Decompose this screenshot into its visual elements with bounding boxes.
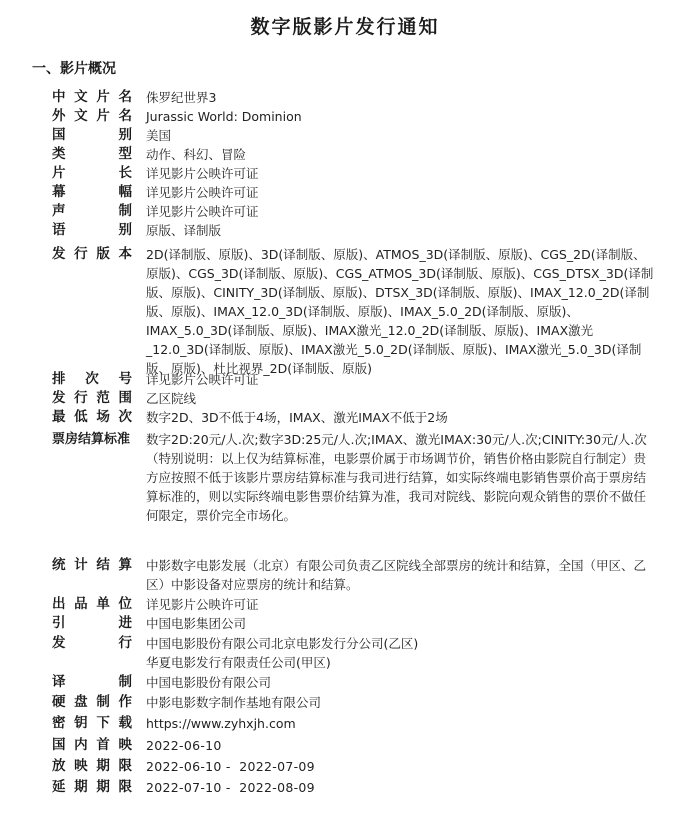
label-release-scope: 发行范围	[52, 390, 132, 406]
value-foreign-title: Jurassic World: Dominion	[146, 109, 302, 124]
value-premiere: 2022-06-10	[146, 738, 222, 753]
label-producer: 出品单位	[52, 596, 132, 612]
label-min-showings: 最低场次	[52, 409, 132, 425]
label-language: 语别	[52, 222, 132, 238]
value-language: 原版、译制版	[146, 223, 222, 238]
label-runtime: 片长	[52, 165, 132, 181]
value-dubbing: 中国电影股份有限公司	[146, 675, 272, 690]
label-statistics: 统计结算	[52, 557, 132, 573]
label-extension-period: 延期期限	[52, 779, 132, 795]
label-chinese-title: 中文片名	[52, 89, 132, 105]
value-screening-period: 2022-06-10 - 2022-07-09	[146, 759, 315, 774]
value-min-showings: 数字2D、3D不低于4场，IMAX、激光IMAX不低于2场	[146, 410, 448, 425]
label-sound: 声制	[52, 203, 132, 219]
value-chinese-title: 侏罗纪世界3	[146, 90, 217, 105]
label-distributor: 发行	[52, 635, 132, 651]
label-aspect: 幕幅	[52, 184, 132, 200]
label-key-download: 密钥下载	[52, 715, 132, 731]
value-sound: 详见影片公映许可证	[146, 204, 259, 219]
value-producer: 详见影片公映许可证	[146, 597, 259, 612]
value-country: 美国	[146, 128, 172, 143]
label-screening-period: 放映期限	[52, 758, 132, 774]
label-disk-production: 硬盘制作	[52, 694, 132, 710]
label-country: 国别	[52, 127, 132, 143]
value-schedule-number: 详见影片公映许可证	[146, 372, 259, 387]
value-genre: 动作、科幻、冒险	[146, 147, 247, 162]
label-settlement-standard: 票房结算标准	[52, 432, 131, 447]
label-schedule-number: 排次号	[52, 371, 132, 387]
value-runtime: 详见影片公映许可证	[146, 166, 259, 181]
value-key-download: https://www.zyhxjh.com	[146, 716, 296, 731]
label-importer: 引进	[52, 615, 132, 631]
document-title: 数字版影片发行通知	[250, 16, 440, 38]
value-extension-period: 2022-07-10 - 2022-08-09	[146, 780, 315, 795]
section-heading: 一、影片概况	[32, 61, 116, 77]
value-versions: 2D(译制版、原版)、3D(译制版、原版)、ATMOS_3D(译制版、原版)、CGS_2D(译制版、原版)、CGS_3D(译制版、原版)、CGS_ATMOS_3D(译制版、原版)、CGS_DTSX_3D(译制版、原版)、CINITY_3D(译制版、原版)、DTSX_3D(译制版、原版)、IMAX_12.0_2D(译制版、原版)、IMAX_12.0_3D(译制版、原版)、IMAX_5.0_2D(译制版、原版)、IMAX_5.0_3D(译制版、原版)、IMAX激光_12.0_2D(译制版、原版)、IMAX激光_12.0_3D(译制版、原版)、IMAX激光_5.0_2D(译制版、原版)、IMAX激光_5.0_3D(译制版、原版)、杜比视界_2D(译制版、原版)	[146, 247, 654, 376]
value-settlement-standard: 数字2D:20元/人.次;数字3D:25元/人.次;IMAX、激光IMAX:30元/人.次;CINITY:30元/人.次 （特别说明：以上仅为结算标准，电影票价属于市场调节价，销售价格由影院自行制定）贵方应按照不低于该影片票房结算标准与我司进行结算，如实际终端电影销售票价高于票房结算标准的，则以实际终端电影售票价结算为准，我司对院线、影院向观众销售的票价不做任何限定，票价完全市场化。	[146, 432, 647, 523]
value-statistics: 中影数字电影发展（北京）有限公司负责乙区院线全部票房的统计和结算，全国（甲区、乙区）中影设备对应票房的统计和结算。	[146, 558, 647, 592]
label-foreign-title: 外文片名	[52, 108, 132, 124]
label-premiere: 国内首映	[52, 737, 132, 753]
value-importer: 中国电影集团公司	[146, 616, 247, 631]
label-genre: 类型	[52, 146, 132, 162]
value-distributor: 中国电影股份有限公司北京电影发行分公司(乙区) 华夏电影发行有限责任公司(甲区)	[146, 636, 419, 670]
value-disk-production: 中影电影数字制作基地有限公司	[146, 695, 322, 710]
value-release-scope: 乙区院线	[146, 391, 197, 406]
value-aspect: 详见影片公映许可证	[146, 185, 259, 200]
label-versions: 发行版本	[52, 246, 132, 262]
label-dubbing: 译制	[52, 674, 132, 690]
